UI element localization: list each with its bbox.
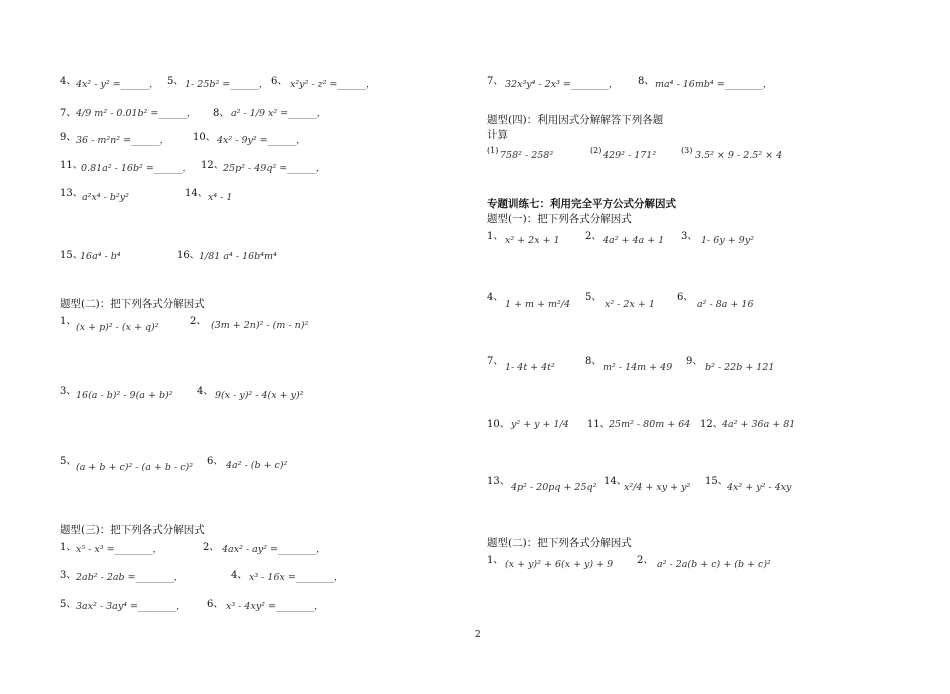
label-t9: 9、 xyxy=(686,356,703,367)
topic-title: 专题训练七：利用完全平方公式分解因式 xyxy=(487,198,676,210)
label-t1: 1、 xyxy=(487,231,504,242)
label-l7: 7、 xyxy=(60,108,77,119)
label-t4: 4、 xyxy=(487,292,504,303)
label-s2-6: 6、 xyxy=(207,456,224,467)
expr-q2: a² - 2a(b + c) + (b + c)² xyxy=(657,559,771,570)
label-c3: (3) xyxy=(681,146,693,155)
label-t7: 7、 xyxy=(487,356,504,367)
expr-r8: ma⁴ - 16mb⁴ =________， xyxy=(655,79,773,90)
expr-t4: 1 + m + m²/4 xyxy=(505,299,571,310)
expr-s2-4: 9(x - y)² - 4(x + y)² xyxy=(215,390,304,401)
expr-t3: 1- 6y + 9y² xyxy=(701,235,754,246)
label-t3: 3、 xyxy=(681,231,698,242)
expr-t11: 25m² - 80m + 64 xyxy=(609,419,691,430)
label-c1: (1) xyxy=(487,146,499,155)
expr-l5: 1- 25b² =______， xyxy=(185,79,269,90)
expr-t12: 4a² + 36a + 81 xyxy=(722,419,796,430)
label-t10: 10、 xyxy=(487,419,510,430)
label-s3-6: 6、 xyxy=(207,599,224,610)
label-s2-2: 2、 xyxy=(190,316,207,327)
expr-c3: 3.5² × 9 - 2.5² × 4 xyxy=(695,150,783,161)
expr-t7: 1- 4t + 4t² xyxy=(505,362,555,373)
label-t5: 5、 xyxy=(585,292,602,303)
label-r8: 8、 xyxy=(638,76,655,87)
section-subheading-calc: 计算 xyxy=(487,129,508,141)
expr-c2: 429² - 171² xyxy=(603,150,657,161)
label-t11: 11、 xyxy=(587,419,610,430)
label-s3-2: 2、 xyxy=(203,542,220,553)
label-l10: 10、 xyxy=(193,132,216,143)
expr-s2-1: (x + p)² - (x + q)² xyxy=(76,322,159,333)
label-s3-5: 5、 xyxy=(60,599,77,610)
expr-c1: 758² - 258² xyxy=(500,150,554,161)
label-t8: 8、 xyxy=(585,356,602,367)
expr-t9: b² - 22b + 121 xyxy=(705,362,775,373)
label-l13: 13、 xyxy=(60,188,83,199)
expr-t15: 4x² + y² - 4xy xyxy=(727,482,792,493)
label-l12: 12、 xyxy=(201,160,224,171)
label-r7: 7、 xyxy=(487,76,504,87)
expr-l14: x⁴ - 1 xyxy=(208,192,233,203)
label-l15: 15、 xyxy=(60,250,83,261)
label-s3-4: 4、 xyxy=(231,570,248,581)
expr-t10: y² + y + 1/4 xyxy=(511,419,569,430)
label-l1: 4、 xyxy=(60,76,77,87)
expr-l13: a²x⁴ - b²y² xyxy=(82,192,129,203)
page-number: 2 xyxy=(475,630,481,640)
label-l5: 5、 xyxy=(167,76,184,87)
label-t15: 15、 xyxy=(705,476,728,487)
expr-s3-5: 3ax² - 3ay⁴ =________， xyxy=(76,601,186,612)
label-t2: 2、 xyxy=(585,231,602,242)
label-s2-1: 1、 xyxy=(60,316,77,327)
expr-s3-3: 2ab² - 2ab =________， xyxy=(76,572,184,583)
expr-l15: 16a⁴ - b⁴ xyxy=(80,251,121,262)
label-l14: 14、 xyxy=(185,188,208,199)
label-s2-5: 5、 xyxy=(60,456,77,467)
section-heading-t7-2: 题型(二)：把下列各式分解因式 xyxy=(487,537,632,549)
expr-t6: a² - 8a + 16 xyxy=(697,299,754,310)
expr-s3-6: x³ - 4xy² =________， xyxy=(226,601,324,612)
expr-s2-6: 4a² - (b + c)² xyxy=(226,460,288,471)
label-l16: 16、 xyxy=(177,250,200,261)
expr-l6: x²y² - z² =______， xyxy=(290,79,376,90)
expr-q1: (x + y)² + 6(x + y) + 9 xyxy=(505,559,614,570)
label-t13: 13、 xyxy=(487,476,510,487)
label-s2-3: 3、 xyxy=(60,386,77,397)
section-heading-3: 题型(三)：把下列各式分解因式 xyxy=(60,524,205,536)
expr-l16: 1/81 a⁴ - 16b⁴m⁴ xyxy=(199,251,277,262)
label-c2: (2) xyxy=(590,146,602,155)
expr-l10: 4x² - 9y² =______， xyxy=(217,135,306,146)
label-l8: 8、 xyxy=(213,108,230,119)
expr-t14: x²/4 + xy + y² xyxy=(624,482,691,493)
expr-l11: 0.81a² - 16b² =______， xyxy=(81,163,192,174)
label-s2-4: 4、 xyxy=(197,386,214,397)
expr-t13: 4p² - 20pq + 25q² xyxy=(511,482,597,493)
label-t12: 12、 xyxy=(700,419,723,430)
label-l9: 9、 xyxy=(60,132,77,143)
label-q1: 1、 xyxy=(487,555,504,566)
expr-t2: 4a² + 4a + 1 xyxy=(603,235,665,246)
expr-s3-1: x⁵ - x³ =________， xyxy=(76,544,163,555)
expr-s2-2: (3m + 2n)² - (m - n)² xyxy=(211,320,309,331)
section-heading-t7-1: 题型(一)：把下列各式分解因式 xyxy=(487,213,632,225)
expr-r7: 32x³y⁴ - 2x³ =________， xyxy=(505,79,619,90)
label-q2: 2、 xyxy=(637,555,654,566)
label-t6: 6、 xyxy=(677,292,694,303)
label-l11: 11、 xyxy=(60,160,83,171)
section-heading-2: 题型(二)：把下列各式分解因式 xyxy=(60,298,205,310)
expr-l8: a² - 1/9 x² =______， xyxy=(231,108,327,119)
section-heading-4: 题型(四)：利用因式分解解答下列各题 xyxy=(487,114,664,126)
expr-t1: x² + 2x + 1 xyxy=(505,235,560,246)
expr-s3-2: 4ax² - ay² =________， xyxy=(222,544,326,555)
expr-l9: 36 - m²n² =______， xyxy=(76,135,170,146)
label-t14: 14、 xyxy=(604,476,627,487)
expr-l12: 25p² - 49q² =______， xyxy=(223,163,326,174)
expr-t8: m² - 14m + 49 xyxy=(603,362,673,373)
expr-t5: x² - 2x + 1 xyxy=(605,299,655,310)
expr-l4: 4x² - y² =______， xyxy=(76,79,159,90)
expr-s2-3: 16(a - b)² - 9(a + b)² xyxy=(76,390,173,401)
expr-s3-4: x³ - 16x =________， xyxy=(249,572,344,583)
label-s3-1: 1、 xyxy=(60,542,77,553)
expr-s2-5: (a + b + c)² - (a + b - c)² xyxy=(76,462,194,473)
expr-l7: 4/9 m² - 0.01b² =______， xyxy=(76,108,197,119)
label-l6: 6、 xyxy=(271,76,288,87)
label-s3-3: 3、 xyxy=(60,570,77,581)
